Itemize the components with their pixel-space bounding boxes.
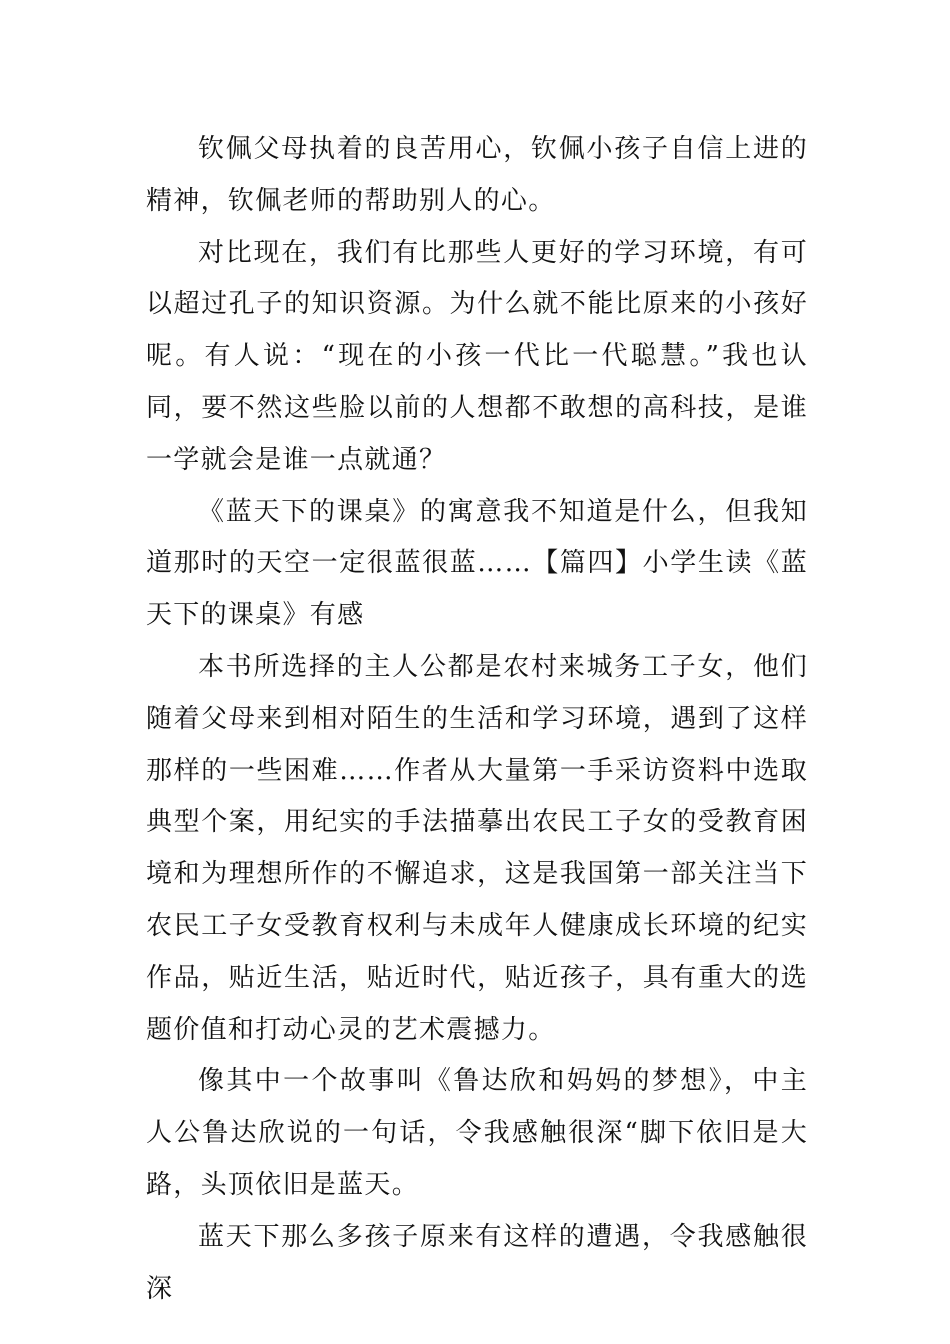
document-body xyxy=(146,124,808,1315)
paragraph-2: 对比现在，我们有比那些人更好的学习环境，有可以超过孔子的知识资源。为什么就不能比原来的小孩好呢。有人说：“现在的小孩一代比一代聪慧。”我也认同，要不然这些脸以前的人想都不敢想的高科技，是谁一学就会是谁一点就通？ xyxy=(146,237,808,475)
paragraph-3: 《蓝天下的课桌》的寓意我不知道是什么，但我知道那时的天空一定很蓝很蓝……【篇四】小学生读《蓝天下的课桌》有感 xyxy=(146,496,808,631)
paragraph-4: 本书所选择的主人公都是农村来城务工子女，他们随着父母来到相对陌生的生活和学习环境，遇到了这样那样的一些困难……作者从大量第一手采访资料中选取典型个案，用纪实的手法描摹出农民工子女的受教育困境和为理想所作的不懈追求，这是我国第一部关注当下农民工子女受教育权利与未成年人健康成长环境的纪实作品，贴近生活，贴近时代，贴近孩子，具有重大的选题价值和打动心灵的艺术震撼力。 xyxy=(146,651,808,1045)
paragraph-5: 像其中一个故事叫《鲁达欣和妈妈的梦想》，中主人公鲁达欣说的一句话，令我感触很深“脚下依旧是大路，头顶依旧是蓝天。 xyxy=(146,1066,808,1200)
paragraph-6: 蓝天下那么多孩子原来有这样的遭遇，令我感触很深 xyxy=(146,1221,808,1304)
paragraph-1: 钦佩父母执着的良苦用心，钦佩小孩子自信上进的精神，钦佩老师的帮助别人的心。 xyxy=(146,134,808,216)
